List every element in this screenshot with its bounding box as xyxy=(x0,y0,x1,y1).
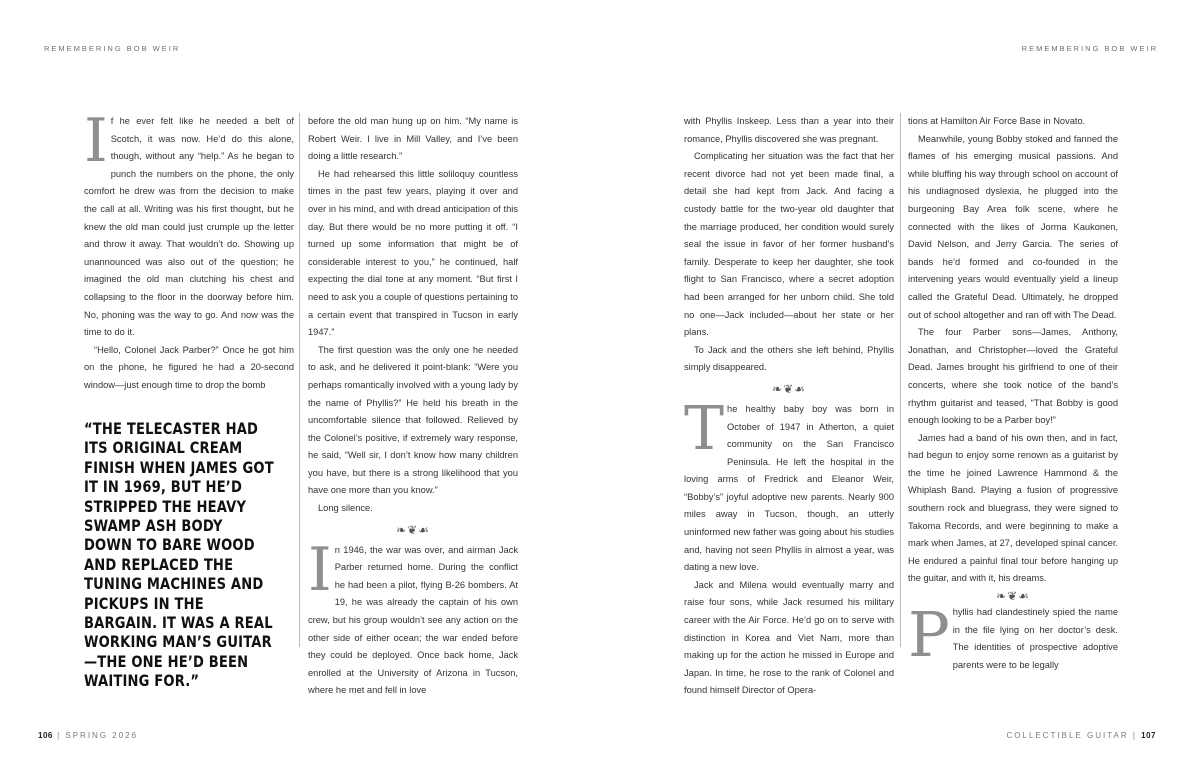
body-paragraph: Long silence. xyxy=(318,503,373,514)
body-paragraph: hyllis had clandestinely spied the name in the file lying on her doctor’s desk. The identities of prospective adoptive parents were to be legally xyxy=(952,607,1118,670)
column-divider xyxy=(299,113,300,647)
article-column-3 xyxy=(684,113,894,700)
section-ornament: ❧❦☙ xyxy=(996,589,1030,604)
drop-cap: T xyxy=(684,393,725,464)
footer-right xyxy=(1007,731,1156,740)
drop-cap: I xyxy=(308,534,332,605)
article-column-4 xyxy=(908,113,1118,674)
body-paragraph: To Jack and the others she left behind, Phyllis simply disappeared. xyxy=(684,344,894,373)
running-head-right: REMEMBERING BOB WEIR xyxy=(1021,44,1158,53)
drop-cap: I xyxy=(84,106,108,176)
body-paragraph: Meanwhile, young Bobby stoked and fanned the flames of his emerging musical passions. And while bluffing his way through school on account of his undiagnosed dyslexia, he plugged into the burgeoning Bay Area folk scene, where he connected with the likes of Jorma Kaukonen, David Nelson, and Jerry Garcia. The series of bands he’d formed and co-founded in the intervening years would eventually yield a lineup called the Grateful Dead. Ultimately, he dropped out of school altogether and ran off with The Dead. xyxy=(908,133,1118,320)
pull-quote: “THE TELECASTER HAD ITS ORIGINAL CREAM FINISH WHEN JAMES GOT IT IN 1969, BUT HE’D STRIPPED THE HEAVY SWAMP ASH BODY DOWN TO BARE WOOD AND REPLACED THE TUNING MACHINES AND PICKUPS IN THE BARGAIN. IT WAS A REAL WORKING MAN’S GUITAR—THE ONE HE’D BEEN WAITING FOR.” xyxy=(84,420,274,691)
body-paragraph: tions at Hamilton Air Force Base in Novato. xyxy=(908,116,1086,126)
body-paragraph: “Hello, Colonel Jack Parber?” Once he got him on the phone, he figured he had a 20-second window—just enough time to drop the bomb xyxy=(84,344,294,390)
footer-left xyxy=(38,731,138,740)
article-column-1 xyxy=(84,106,294,395)
column-divider xyxy=(900,113,901,647)
section-ornament: ❧❦☙ xyxy=(772,381,806,396)
body-paragraph: James had a band of his own then, and in fact, had begun to enjoy some renown as a guitarist by the time he joined Lawrence Hammond & the Whiplash Band. Playing a fusion of progressive southern rock and bluegrass, they were signed to Takoma Records, and were beginning to make a mark when James, at 27, developed spinal cancer. He endured a painful final tour before hanging up the guitar, and with it, his dreams. xyxy=(908,432,1118,584)
publication-name: COLLECTIBLE GUITAR | xyxy=(1006,731,1142,740)
body-paragraph: n 1946, the war was over, and airman Jack Parber returned home. During the conflict he had been a pilot, flying B-26 bombers. At 19, he was already the captain of his own crew, but his group wouldn’t see any action on the other side of either ocean; the war ended before they could be deployed. Once back home, Jack enrolled at the University of Arizona in Tucson, where he met and fell in love xyxy=(308,544,518,696)
body-paragraph: The four Parber sons—James, Anthony, Jonathan, and Christopher—loved the Grateful Dead. James brought his girlfriend to one of their concerts, where she took notice of the band’s rhythm guitarist and teased, “That Bobby is good enough looking to be a Parber boy!” xyxy=(908,327,1118,426)
body-paragraph: Jack and Milena would eventually marry and raise four sons, while Jack resumed his military career with the Air Force. He’d go on to serve with distinction in Korea and Viet Nam, more than making up for the action he missed in Europe and Japan. In time, he rose to the rank of Colonel and found himself Director of Opera- xyxy=(684,579,894,696)
section-ornament: ❧❦☙ xyxy=(396,522,430,537)
article-column-2 xyxy=(308,113,518,700)
body-paragraph: f he ever felt like he needed a belt of Scotch, it was now. He’d do this alone, though, without any “help.” As he began to punch the numbers on the phone, the only comfort he drew was from the decision to make the call at all. Writing was his first thought, but he knew the old man could just crumple up the letter and throw it away. That wouldn’t do. Showing up unannounced was also out of the question; he imagined the old man clutching his chest and collapsing to the floor in the doorway before him. No, phoning was the way to go. And now was the time to do it. xyxy=(84,116,294,338)
page-number: 107 xyxy=(1141,731,1156,740)
body-paragraph: with Phyllis Inskeep. Less than a year into their romance, Phyllis discovered she was pregnant. xyxy=(684,116,894,144)
body-paragraph: Complicating her situation was the fact that her recent divorce had not yet been made final, a detail she had kept from Jack. And facing a custody battle for the two-year old daughter that the marriage produced, her condition would surely seal the issue in favor of her former husband’s family. Desperate to keep her daughter, she took flight to San Francisco, where a secret adoption had been arranged for her unborn child. She told no one—Jack included—about her state or her plans. xyxy=(684,151,894,338)
issue-label: | SPRING 2026 xyxy=(52,731,139,740)
body-paragraph: before the old man hung up on him. “My name is Robert Weir. I live in Mill Valley, and I’ve been doing a little research.” xyxy=(308,116,518,162)
running-head-left: REMEMBERING BOB WEIR xyxy=(44,44,181,53)
drop-cap: P xyxy=(908,598,950,672)
body-paragraph: he healthy baby boy was born in October of 1947 in Atherton, a quiet community on the San Francisco Peninsula. He left the hospital in the loving arms of Fredrick and Eleanor Weir, “Bobby’s” joyful adoptive new parents. Nearly 900 miles away in Tucson, though, an utterly uninformed new father was going about his studies and, having not seen Phyllis in almost a year, was dating a new love. xyxy=(684,403,894,573)
body-paragraph: The first question was the only one he needed to ask, and he delivered it point-blank: “Were you perhaps romantically involved with a young lady by the name of Phyllis?” He held his breath in the uncomfortable silence that followed. Relieved by the Colonel’s positive, if extremely wary response, he said, “Well sir, I don’t know how many children you have, but there is a strong likelihood that you have one more than you know.” xyxy=(308,344,518,496)
body-paragraph: He had rehearsed this little soliloquy countless times in the past few years, playing it over and over in his mind, and with dread anticipation of this day. But there would be no more putting it off. “I turned up some information that might be of considerable interest to you,” he continued, half expecting the dial tone at any moment. “But first I need to ask you a couple of questions pertaining to a certain event that transpired in Tucson in early 1947.” xyxy=(308,168,518,338)
page-number: 106 xyxy=(38,731,53,740)
